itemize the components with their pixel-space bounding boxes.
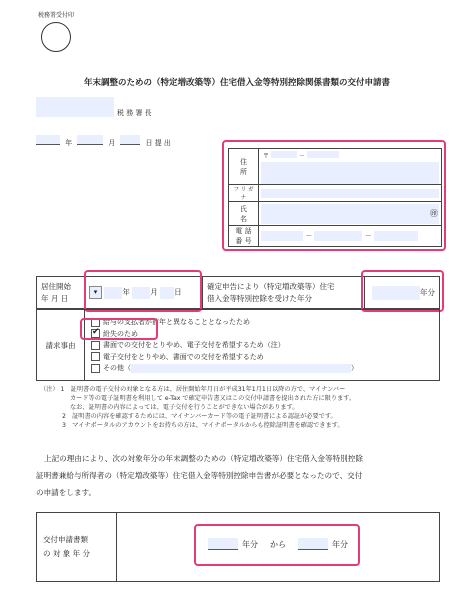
name-label: 氏 名	[229, 202, 259, 226]
phone-sep-1: －	[305, 232, 313, 240]
submit-month-input[interactable]	[77, 135, 103, 145]
stamp-circle	[41, 22, 71, 52]
note-line-2: カード等の電子証明書を利用して e-Tax で確定申告書又はこの交付申請書を提出された方に限ります。	[70, 395, 356, 402]
phone-label: 電 話 番 号	[229, 226, 259, 247]
reason-checkbox-4[interactable]	[91, 352, 100, 361]
seal-mark: ㊞	[430, 209, 438, 218]
reason-text-4: 電子交付をとりやめ、書面での交付を希望するため	[103, 352, 264, 361]
era-dropdown[interactable]: ▾	[89, 286, 102, 299]
tax-office-suffix: 税 務 署 長	[117, 109, 152, 117]
note-line-1: （注） 1 証明書の電子交付の対象となる方は、居住開始年月日が平成31年1月1日以降の方で、マイナンバー	[40, 386, 346, 393]
reason-text-3: 書面での交付をとりやめ、電子交付を希望するため（注）	[103, 341, 285, 349]
deduction-label	[203, 277, 365, 309]
target-from-suffix: 年分	[242, 539, 258, 549]
residence-label-2: 年 月 日	[41, 293, 69, 303]
residence-day-label: 日	[174, 287, 182, 297]
deduction-label-1: 確定申告により（特定増改築等）住宅	[207, 281, 335, 291]
reason-option-5[interactable]	[91, 362, 433, 374]
applicant-highlight	[222, 140, 446, 251]
deduction-highlight	[361, 270, 444, 312]
target-label-1: 交付申請書類	[43, 535, 88, 544]
deduction-year-suffix: 年分	[420, 287, 435, 297]
phone-sep-2: －	[364, 232, 372, 240]
notes-block	[40, 385, 460, 430]
statement-line-2: 証明書兼給与所得者の（特定増改築等）住宅借入金等特別控除申告書が必要となったので、交付	[36, 471, 363, 480]
reason-option-3[interactable]	[91, 339, 433, 351]
reason-text-1: 給与の支払者が前年と異なることとなったため	[103, 318, 250, 326]
postal-prefix: 〒	[263, 153, 270, 160]
reason-other-close: ）	[351, 364, 358, 372]
submit-year-label: 年	[65, 139, 73, 147]
reason-checkbox-5[interactable]	[91, 364, 100, 373]
address-label: 住 所	[229, 149, 259, 185]
statement-line-1: 上記の理由により、次の対象年分の年末調整のための（特定増改築等）住宅借入金等特別控除	[44, 454, 363, 463]
tax-office-input[interactable]	[36, 97, 114, 117]
statement-block	[36, 450, 446, 501]
residence-month-label: 月	[150, 287, 158, 297]
reason-option-4[interactable]	[91, 351, 433, 363]
submit-year-input[interactable]	[36, 135, 60, 145]
target-highlight	[194, 524, 360, 566]
reason-highlight	[80, 318, 158, 340]
target-label-2: の 対 象 年 分	[43, 549, 91, 558]
reason-checkbox-3[interactable]	[91, 341, 100, 350]
form-title: 年末調整のための（特定増改築等）住宅借入金等特別控除関係書類の交付申請書	[83, 78, 390, 88]
submission-date	[36, 130, 246, 147]
furigana-label: フ リ ガ ナ	[229, 185, 259, 202]
residence-label	[37, 277, 85, 309]
statement-line-3: の申請をします。	[36, 488, 97, 497]
submit-day-label: 日 提 出	[145, 139, 171, 147]
residence-label-1: 居住開始	[41, 281, 71, 291]
submit-month-label: 月	[108, 139, 116, 147]
residence-highlight	[84, 270, 202, 312]
reason-text-5: その他（	[103, 364, 131, 372]
stamp-label: 税務署受付印	[38, 12, 75, 19]
note-line-4: 2 証明書の内容を確認するためには、マイナンバーカード等の電子証明書による認証が必要です。	[62, 413, 337, 420]
submit-day-input[interactable]	[120, 135, 140, 145]
reason-text-2: 紛失のため	[103, 329, 138, 338]
note-line-5: 3 マイナポータルのアカウントをお持ちの方は、マイナポータルからも控除証明書を確認できます。	[62, 422, 344, 429]
residence-year-label: 年	[122, 287, 130, 297]
target-from-word: から	[270, 539, 286, 549]
reason-other-input[interactable]	[131, 364, 351, 373]
target-label	[37, 513, 117, 582]
target-to-suffix: 年分	[332, 539, 348, 549]
postal-dash: －	[298, 153, 305, 160]
note-line-3: なお、証明書の内容によっては、電子交付を行うことができない場合があります。	[70, 404, 299, 411]
reason-label: 請求事由	[37, 310, 85, 381]
deduction-label-2: 借入金等特別控除を受けた年分	[207, 293, 312, 303]
